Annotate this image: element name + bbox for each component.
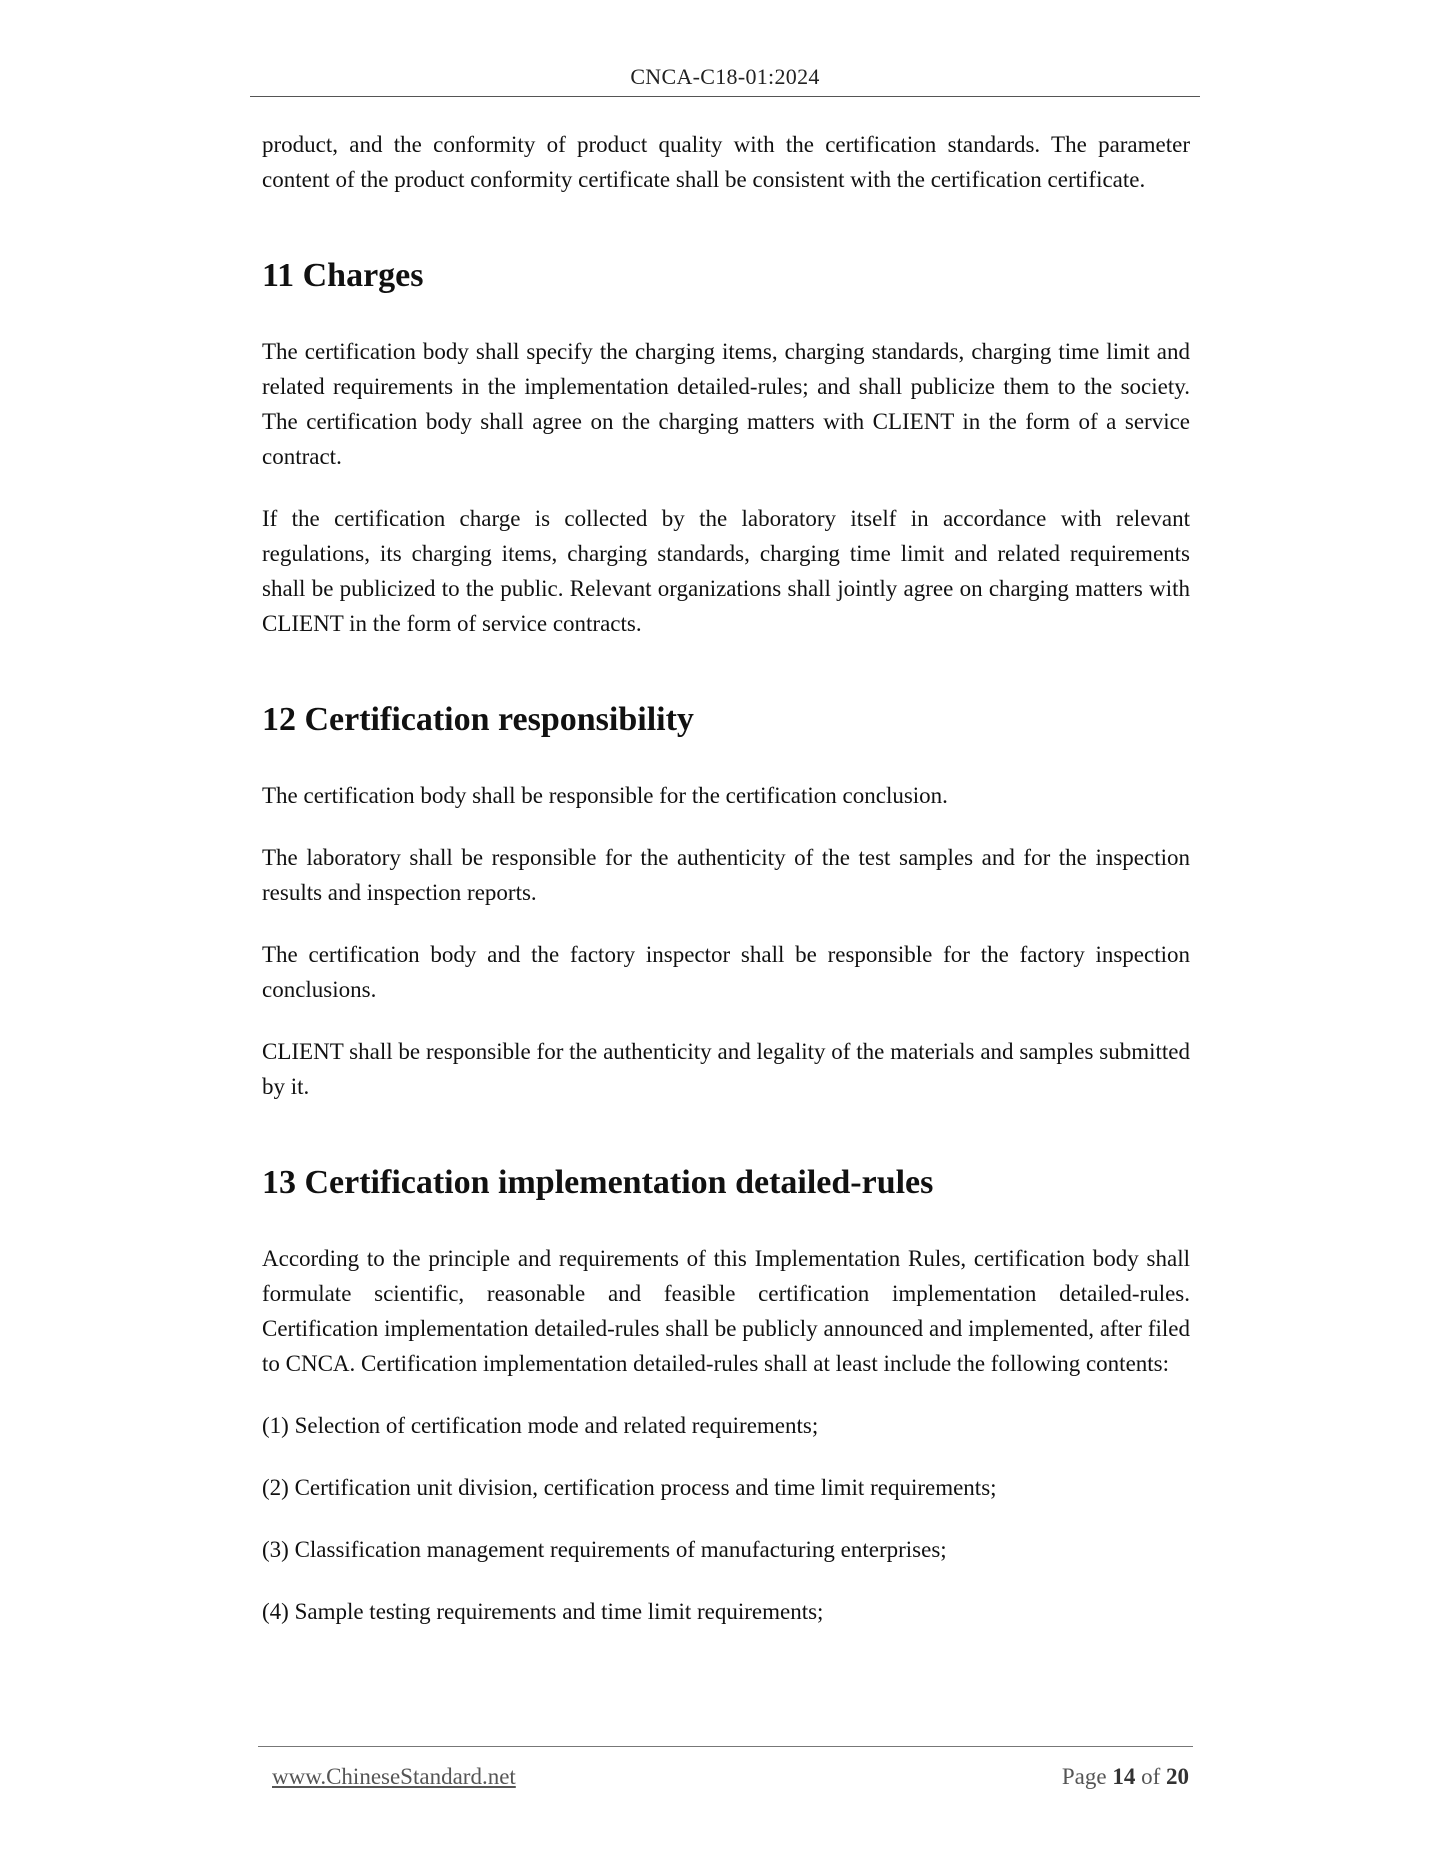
list-item: (1) Selection of certification mode and related requirements;	[262, 1413, 819, 1438]
section-11-paragraph-2: If the certification charge is collected by the laboratory itself in accordance with relevant regulations, its charging items, charging standards, charging time limit and related requirements shall be publicized to the public. Relevant organizations shall jointly agree on charging matters with CLIENT in the form of service contracts.	[262, 506, 1190, 636]
page-total: 20	[1166, 1764, 1189, 1789]
of-label: of	[1141, 1764, 1161, 1789]
section-12-paragraph-1: The certification body shall be responsible for the certification conclusion.	[262, 783, 948, 808]
list-item: (4) Sample testing requirements and time limit requirements;	[262, 1599, 824, 1624]
page-number: 14	[1112, 1764, 1136, 1789]
page-indicator	[1062, 1764, 1189, 1790]
list-item: (2) Certification unit division, certification process and time limit requirements;	[262, 1475, 997, 1500]
page-body	[262, 127, 1190, 1656]
document-code-header: CNCA-C18-01:2024	[630, 64, 820, 89]
section-13-heading: 13 Certification implementation detailed-rules	[262, 1164, 934, 1201]
section-12-paragraph-3: The certification body and the factory inspector shall be responsible for the factory inspection conclusions.	[262, 942, 1190, 1002]
section-13-paragraph: According to the principle and requirements of this Implementation Rules, certification body shall formulate scientific, reasonable and feasible certification implementation detailed-rules. Certification implementation detailed-rules shall be publicly announced and implemented, after filed to CNCA. Certification implementation detailed-rules shall at least include the following contents:	[262, 1246, 1190, 1376]
section-11-paragraph-1: The certification body shall specify the charging items, charging standards, charging time limit and related requirements in the implementation detailed-rules; and shall publicize them to the society. The certification body shall agree on the charging matters with CLIENT in the form of a service contract.	[262, 339, 1190, 469]
website-link[interactable]: www.ChineseStandard.net	[272, 1764, 516, 1789]
footer-divider	[258, 1746, 1193, 1747]
intro-paragraph: product, and the conformity of product quality with the certification standards. The parameter content of the product conformity certificate shall be consistent with the certification certificate.	[262, 132, 1190, 192]
list-item: (3) Classification management requirements of manufacturing enterprises;	[262, 1537, 947, 1562]
header-divider	[250, 96, 1200, 97]
section-11-heading: 11 Charges	[262, 257, 424, 294]
section-12-paragraph-2: The laboratory shall be responsible for the authenticity of the test samples and for the inspection results and inspection reports.	[262, 845, 1190, 905]
section-12-heading: 12 Certification responsibility	[262, 701, 694, 738]
page-label: Page	[1061, 1764, 1107, 1789]
section-12-paragraph-4: CLIENT shall be responsible for the authenticity and legality of the materials and samples submitted by it.	[262, 1039, 1190, 1099]
